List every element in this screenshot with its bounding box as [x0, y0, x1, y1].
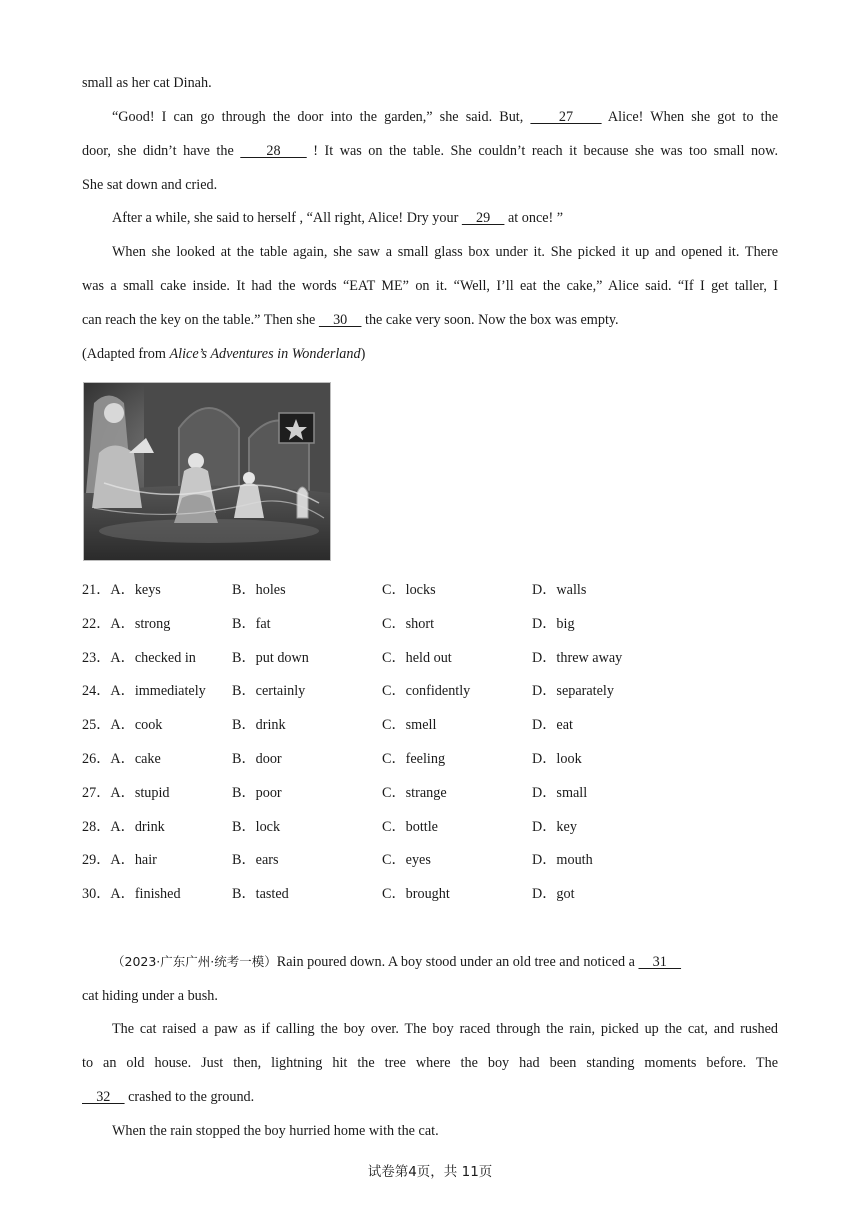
option-b: B．poor: [232, 784, 282, 801]
option-c: C．confidently: [382, 683, 471, 700]
passage-line: door, she didn’t have the 28 ! It was on the table. She couldn’t reach it because she was too small now.: [82, 143, 778, 159]
passage2-line: cat hiding under a bush.: [82, 988, 218, 1004]
option-d: D．look: [532, 750, 582, 767]
question-row: 26．A．cake B．door C．feeling D．look: [82, 750, 582, 767]
passage-line: was a small cake inside. It had the words “EAT ME” on it. “Well, I’ll eat the cake,” Alice said. “If I get taller, I: [82, 278, 778, 294]
passage-line: “Good! I can go through the door into the garden,” she said. But, 27 Alice! When she got to the: [112, 109, 779, 125]
passage-line: When she looked at the table again, she saw a small glass box under it. She picked it up and opened it. There: [112, 244, 778, 260]
option-c: C．strange: [382, 784, 447, 801]
option-c: C．held out: [382, 649, 452, 666]
passage-line: She sat down and cried.: [82, 177, 218, 193]
option-b: B．drink: [232, 717, 286, 734]
option-d: D．separately: [532, 683, 614, 700]
option-b: B．certainly: [232, 683, 306, 700]
question-row: 29．A．hair B．ears C．eyes D．mouth: [82, 852, 593, 869]
passage-line: can reach the key on the table.” Then she 30 the cake very soon. Now the box was empty.: [82, 312, 619, 328]
question-row: 25．A．cook B．drink C．smell D．eat: [82, 717, 573, 734]
question-row: 28．A．drink B．lock C．bottle D．key: [82, 818, 577, 835]
option-c: C．brought: [382, 886, 450, 903]
option-c: C．bottle: [382, 818, 438, 835]
exam-source: （2023·广东广州·统考一模）: [112, 954, 277, 969]
question-row: 23．A．checked in B．put down C．held out D．threw away: [82, 649, 623, 666]
passage-source: (Adapted from Alice’s Adventures in Wonderland): [82, 346, 366, 362]
option-a: A．strong: [110, 615, 171, 632]
options-list: [82, 580, 782, 918]
option-b: B．door: [232, 750, 282, 767]
option-d: D．threw away: [532, 649, 623, 666]
alice-illustration: [83, 382, 331, 561]
option-d: D．walls: [532, 582, 587, 598]
passage2-line: When the rain stopped the boy hurried home with the cat.: [112, 1123, 439, 1139]
blank-32: 32: [82, 1089, 125, 1105]
question-row: 21．A．keys B．holes C．locks D．walls: [82, 582, 587, 598]
option-b: B．holes: [232, 582, 286, 598]
option-c: C．short: [382, 615, 435, 632]
option-a: A．cake: [110, 750, 161, 767]
option-d: D．big: [532, 615, 575, 632]
blank-27: 27: [530, 109, 602, 125]
passage2-line: The cat raised a paw as if calling the boy over. The boy raced through the rain, picked up the cat, and rushed: [112, 1021, 778, 1037]
option-a: A．cook: [110, 717, 163, 734]
option-c: C．locks: [382, 582, 436, 598]
option-d: D．key: [532, 818, 577, 835]
passage-line: After a while, she said to herself , “All right, Alice! Dry your 29 at once! ”: [112, 210, 564, 226]
blank-30: 30: [318, 312, 362, 328]
option-b: B．lock: [232, 818, 281, 835]
question-row: 24．A．immediately B．certainly C．confidently D．separately: [82, 683, 614, 700]
option-a: A．finished: [110, 886, 181, 903]
blank-31: 31: [638, 954, 682, 970]
question-row: 27．A．stupid B．poor C．strange D．small: [82, 784, 588, 801]
blank-28: 28: [240, 143, 307, 159]
option-a: A．keys: [110, 582, 161, 598]
passage2-line: （2023·广东广州·统考一模）Rain poured down. A boy stood under an old tree and noticed a 31: [112, 954, 682, 970]
question-row: 22．A．strong B．fat C．short D．big: [82, 615, 575, 632]
blank-29: 29: [461, 210, 505, 226]
question-row: 30．A．finished B．tasted C．brought D．got: [82, 886, 575, 903]
option-d: D．small: [532, 784, 588, 801]
option-a: A．hair: [110, 852, 157, 869]
passage2-line: 32 crashed to the ground.: [82, 1089, 255, 1105]
option-d: D．eat: [532, 717, 573, 734]
page-footer: 试卷第4页，共 11页: [367, 1164, 493, 1180]
option-a: A．stupid: [110, 784, 170, 801]
option-b: B．put down: [232, 649, 309, 666]
option-b: B．fat: [232, 615, 271, 632]
option-c: C．smell: [382, 717, 437, 734]
option-d: D．mouth: [532, 852, 593, 869]
option-a: A．checked in: [110, 649, 196, 666]
option-a: A．immediately: [110, 683, 206, 700]
option-d: D．got: [532, 886, 575, 903]
option-b: B．ears: [232, 852, 279, 869]
option-c: C．feeling: [382, 750, 446, 767]
passage-line: small as her cat Dinah.: [82, 75, 212, 91]
option-a: A．drink: [110, 818, 165, 835]
option-c: C．eyes: [382, 852, 431, 869]
option-b: B．tasted: [232, 886, 289, 903]
passage2-line: to an old house. Just then, lightning hit the tree where the boy had been standing moments before. The: [82, 1055, 778, 1071]
